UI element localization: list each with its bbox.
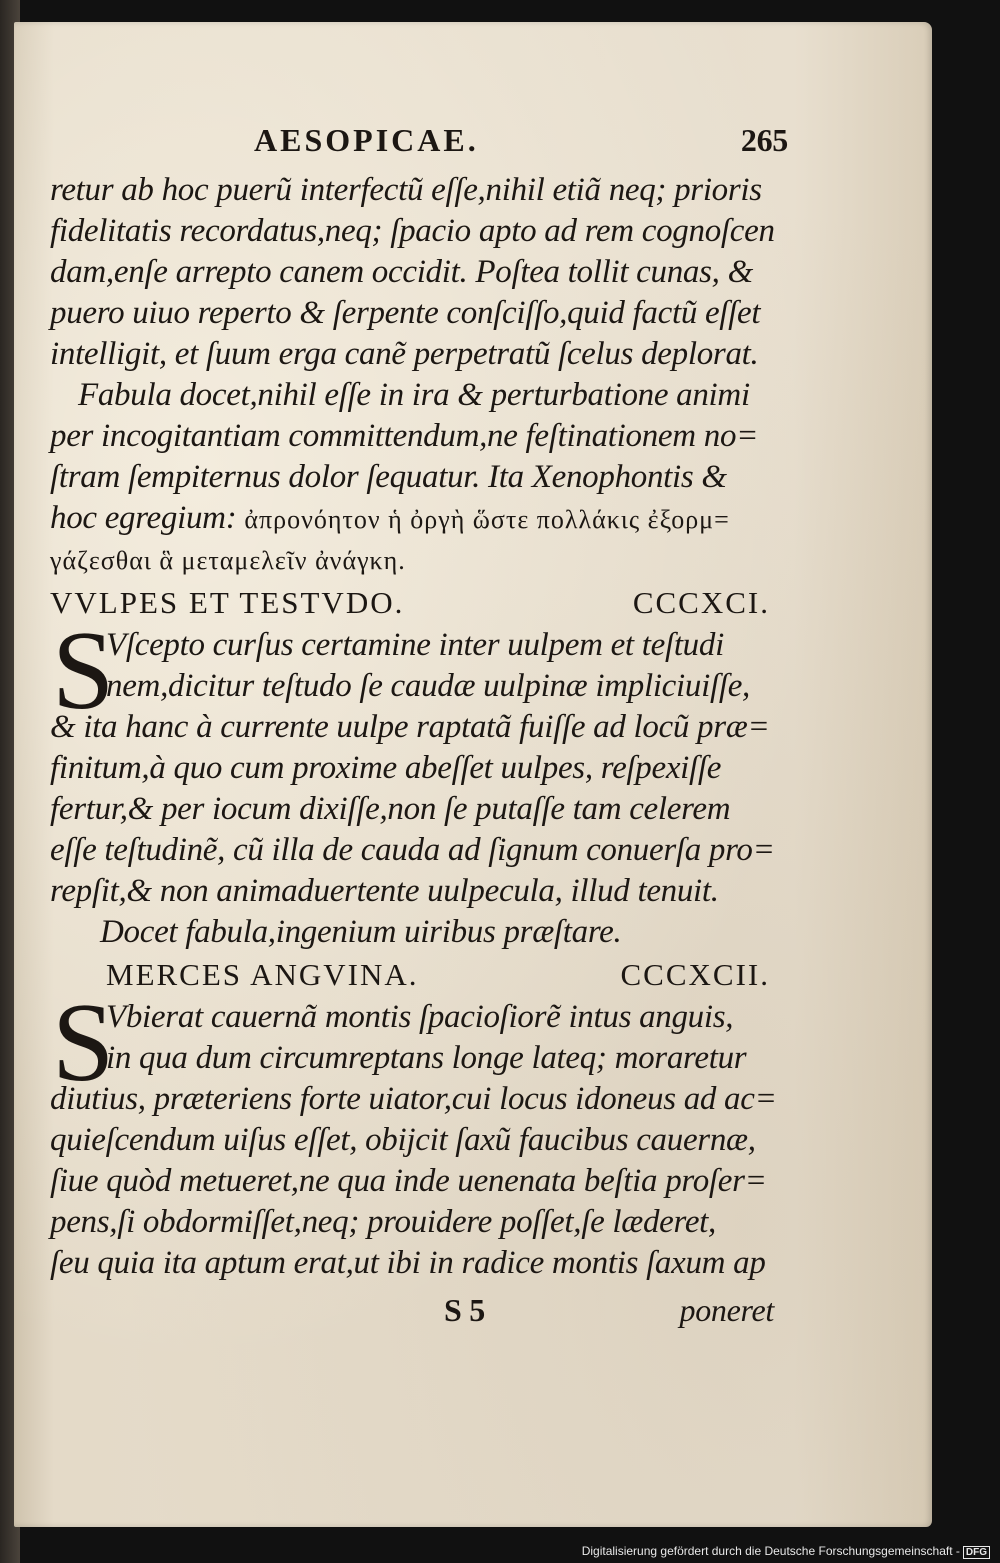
fable-paragraph bbox=[50, 981, 777, 1284]
greek-intro: hoc egregium: bbox=[50, 500, 237, 536]
text-line: in qua dum circumreptans longe lateq; moraretur bbox=[106, 1040, 747, 1076]
text-line: & ita hanc à currente uulpe raptatã fuiſſe ad locũ præ= bbox=[50, 709, 770, 745]
moral-line: ſtram ſempiternus dolor ſequatur. Ita Xenophontis & bbox=[50, 459, 727, 495]
text-line: fidelitatis recordatus,neq; ſpacio apto ad rem cognoſcen bbox=[50, 213, 775, 249]
moral-line: Fabula docet,nihil eſſe in ira & perturbatione animi bbox=[78, 377, 750, 413]
text-line: puero uiuo reperto & ſerpente conſciſſo,quid factũ eſſet bbox=[50, 295, 761, 331]
text-line: Vbierat cauernã montis ſpacioſiorẽ intus anguis, bbox=[106, 999, 734, 1035]
fable-number: CCCXCII. bbox=[620, 957, 770, 992]
fable-number: CCCXCI. bbox=[632, 585, 770, 620]
fable-title bbox=[50, 581, 770, 625]
credit-text: Digitalisierung gefördert durch die Deutsche Forschungsgemeinschaft - bbox=[581, 1544, 960, 1558]
page-header bbox=[50, 120, 788, 170]
page-number: 265 bbox=[740, 122, 788, 158]
fable-title-text: MERCES ANGVINA. bbox=[106, 957, 419, 992]
text-block bbox=[50, 120, 788, 1328]
running-head: AESOPICAE. bbox=[254, 122, 479, 158]
greek-quote-line bbox=[50, 498, 770, 540]
fable-paragraph bbox=[50, 609, 775, 912]
moral-line: Docet fabula,ingenium uiribus præſtare. bbox=[100, 914, 622, 950]
text-line: dam,enſe arrepto canem occidit. Poſtea tollit cunas, & bbox=[50, 254, 753, 290]
page-signature-row bbox=[50, 1284, 774, 1328]
digitization-credit bbox=[582, 1544, 990, 1559]
greek-text: γάζεσθαι ἃ μεταμελεῖν ἀνάγκη. bbox=[50, 546, 406, 575]
text-line: pens,ſi obdormiſſet,neq; prouidere poſſet,ſe læderet, bbox=[50, 1204, 716, 1240]
text-line: nem,dicitur teſtudo ſe caudæ uulpinæ impliciuiſſe, bbox=[106, 668, 751, 704]
dfg-logo: DFG bbox=[963, 1546, 990, 1559]
text-line: retur ab hoc puerũ interfectũ eſſe,nihil etiã neq; prioris bbox=[50, 172, 762, 208]
greek-text: ἀπρονόητον ἡ ὀργὴ ὥστε πολλάκις ἐξορμ= bbox=[244, 505, 730, 534]
text-line: diutius, præteriens forte uiator,cui locus idoneus ad ac= bbox=[50, 1081, 777, 1117]
text-line: ſeu quia ita aptum erat,ut ibi in radice montis ſaxum ap bbox=[50, 1245, 766, 1281]
moral-line: per incogitantiam committendum,ne feſtinationem no= bbox=[50, 418, 759, 454]
fable-title bbox=[50, 953, 770, 997]
text-line: finitum,à quo cum proxime abeſſet uulpes, reſpexiſſe bbox=[50, 750, 722, 786]
text-line: Vſcepto curſus certamine inter uulpem et teſtudi bbox=[106, 627, 724, 663]
text-line: fertur,& per iocum dixiſſe,non ſe putaſſe tam celerem bbox=[50, 791, 731, 827]
text-line: eſſe teſtudinẽ, cũ illa de cauda ad ſignum conuerſa pro= bbox=[50, 832, 775, 868]
fable-title-text: VVLPES ET TESTVDO. bbox=[50, 585, 405, 620]
text-line: intelligit, et ſuum erga canẽ perpetratũ ſcelus deplorat. bbox=[50, 336, 759, 372]
book-page bbox=[14, 22, 932, 1527]
text-line: repſit,& non animaduertente uulpecula, illud tenuit. bbox=[50, 873, 719, 909]
signature-mark: S 5 bbox=[444, 1292, 485, 1328]
text-line: ſiue quòd metueret,ne qua inde uenenata beſtia proſer= bbox=[50, 1163, 767, 1199]
text-line: quieſcendum uiſus eſſet, obijcit ſaxũ faucibus cauernæ, bbox=[50, 1122, 756, 1158]
drop-cap: S bbox=[52, 981, 114, 1105]
catchword: poneret bbox=[679, 1292, 774, 1328]
drop-cap: S bbox=[52, 609, 114, 733]
